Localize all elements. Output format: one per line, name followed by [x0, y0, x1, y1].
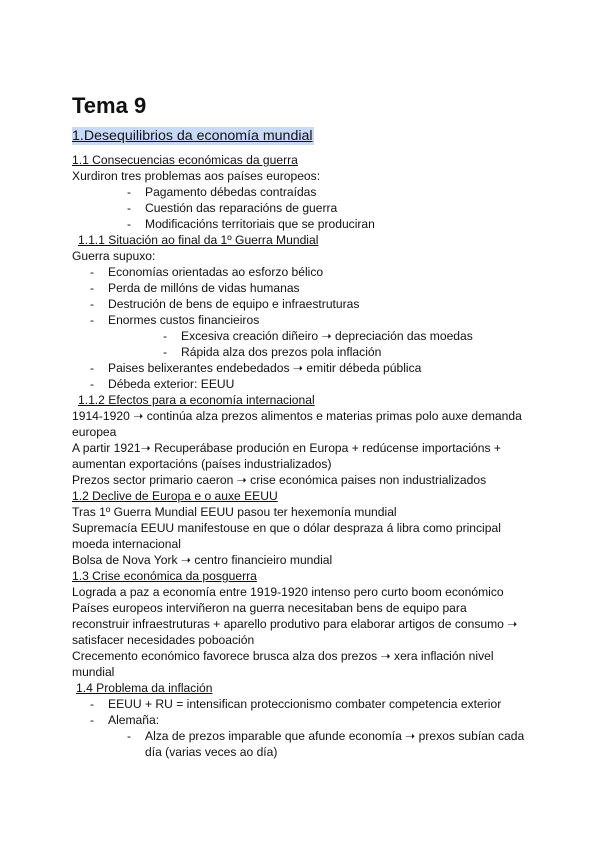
paragraph-text: reconstruir infraestruturas + aparello produtivo para elaborar artigos de consumo ➝	[72, 617, 518, 631]
subsection-heading-1-1-1: 1.1.1 Situación ao final da 1º Guerra Mundial	[78, 233, 319, 247]
list-item: Cuestión das reparacións de guerra	[145, 201, 338, 215]
list-bullet: -	[90, 313, 95, 327]
list-subitem: Alza de prezos imparable que afunde economía ➝ prexos subían cada	[145, 729, 525, 743]
paragraph-text: Prezos sector primario caeron ➝ crise económica paises non industrializados	[72, 473, 487, 487]
list-bullet: -	[90, 713, 95, 727]
paragraph-text: moeda internacional	[72, 537, 181, 551]
list-item: Destrución de bens de equipo e infraestruturas	[108, 297, 360, 311]
list-bullet: -	[127, 729, 132, 743]
list-subitem: Excesiva creación diñeiro ➝ depreciación das moedas	[181, 329, 473, 343]
paragraph-text: Tras 1º Guerra Mundial EEUU pasou ter hexemonía mundial	[72, 505, 397, 519]
list-item: Modificacións territoriais que se produciran	[145, 217, 375, 231]
list-bullet: -	[127, 201, 132, 215]
paragraph-text: Xurdiron tres problemas aos países europeos:	[72, 169, 321, 183]
list-bullet: -	[90, 265, 95, 279]
paragraph-text: mundial	[72, 665, 115, 679]
list-item: EEUU + RU = intensifican proteccionismo combater competencia exterior	[108, 697, 502, 711]
list-bullet: -	[90, 297, 95, 311]
subsection-heading-1-1: 1.1 Consecuencias económicas da guerra	[72, 153, 298, 167]
list-item: Débeda exterior: EEUU	[108, 377, 235, 391]
list-bullet: -	[127, 217, 132, 231]
paragraph-text: A partir 1921➝ Recuperábase produción en Europa + redúcense importacións +	[72, 441, 501, 455]
list-item: Pagamento débedas contraídas	[145, 185, 317, 199]
paragraph-text: aumentan exportacións (países industrializados)	[72, 457, 332, 471]
list-subitem: Rápida alza dos prezos pola inflación	[181, 345, 382, 359]
subsection-heading-1-2: 1.2 Declive de Europa e o auxe EEUU	[72, 489, 278, 503]
paragraph-text: satisfacer necesidades poboación	[72, 633, 255, 647]
paragraph-text: Supremacía EEUU manifestouse en que o dólar despraza á libra como principal	[72, 521, 501, 535]
paragraph-text: Crecemento económico favorece brusca alza dos prezos ➝ xera inflación nivel	[72, 649, 494, 663]
list-bullet: -	[90, 281, 95, 295]
page-title: Tema 9	[72, 93, 147, 118]
list-bullet: -	[163, 345, 168, 359]
list-bullet: -	[163, 329, 168, 343]
subsection-heading-1-3: 1.3 Crise económica da posguerra	[72, 569, 257, 583]
list-bullet: -	[90, 697, 95, 711]
section-heading-1: 1.Desequilibrios da economía mundial	[72, 128, 313, 144]
paragraph-text: Guerra supuxo:	[72, 249, 156, 263]
list-item: Paises belixerantes endebedados ➝ emitir débeda pública	[108, 361, 422, 375]
list-bullet: -	[90, 377, 95, 391]
list-item: Economías orientadas ao esforzo bélico	[108, 265, 324, 279]
list-subitem: día (varias veces ao día)	[145, 745, 278, 759]
subsection-heading-1-4: 1.4 Problema da inflación	[76, 681, 213, 695]
list-item: Enormes custos financieiros	[108, 313, 260, 327]
paragraph-text: 1914-1920 ➝ continúa alza prezos alimentos e materias primas polo auxe demanda	[72, 409, 522, 423]
list-bullet: -	[127, 185, 132, 199]
list-item: Alemaña:	[108, 713, 160, 727]
subsection-heading-1-1-2: 1.1.2 Efectos para a economía internacional	[78, 393, 315, 407]
paragraph-text: Lograda a paz a economía entre 1919-1920 intenso pero curto boom económico	[72, 585, 504, 599]
paragraph-text: Países europeos interviñeron na guerra necesitaban bens de equipo para	[72, 601, 467, 615]
list-item: Perda de millóns de vidas humanas	[108, 281, 300, 295]
paragraph-text: europea	[72, 425, 117, 439]
list-bullet: -	[90, 361, 95, 375]
paragraph-text: Bolsa de Nova York ➝ centro financieiro mundial	[72, 553, 333, 567]
